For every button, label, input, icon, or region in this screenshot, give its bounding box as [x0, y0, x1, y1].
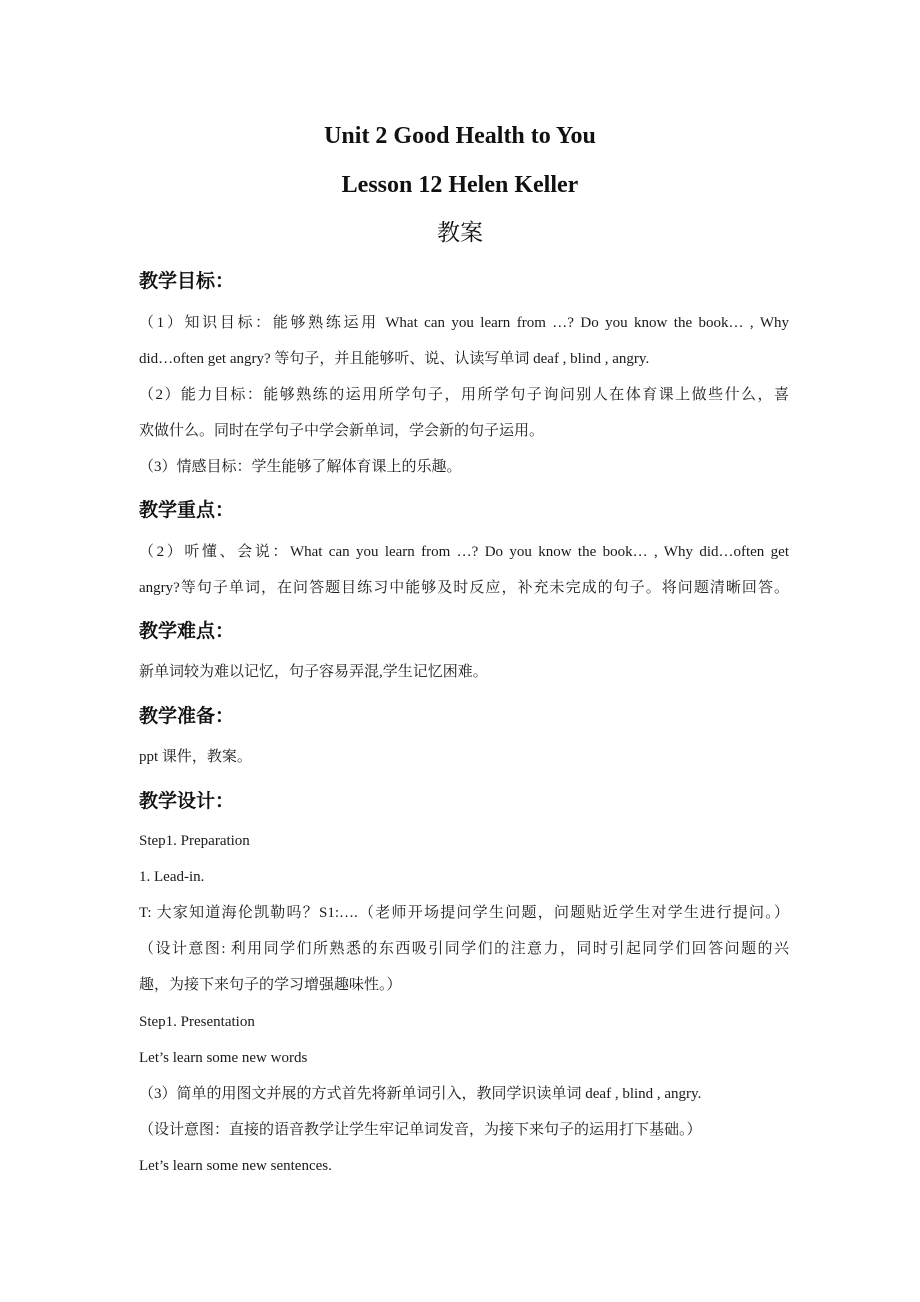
design-line: （3）简单的用图文并展的方式首先将新单词引入，教同学识读单词 deaf , blind , angry. [139, 1086, 702, 1102]
design-line: （设计意图：直接的语音教学让学生牢记单词发音，为接下来句子的运用打下基础。） [139, 1122, 702, 1138]
title-lesson: Lesson 12 Helen Keller [341, 172, 579, 198]
design-line: Let’s learn some new sentences. [139, 1158, 332, 1174]
design-line: 1. Lead-in. [139, 869, 205, 885]
objectives-line: （2）能力目标：能够熟练的运用所学句子，用所学句子询问别人在体育课上做些什么，喜 [139, 387, 789, 403]
difficulties-line: 新单词较为难以记忆，句子容易弄混,学生记忆困难。 [139, 664, 488, 680]
heading-key-points: 教学重点： [139, 499, 235, 521]
heading-design: 教学设计： [139, 790, 235, 812]
title-unit: Unit 2 Good Health to You [324, 123, 596, 149]
key-points-line: （2）听懂、会说：What can you learn from …? Do you know the book… , Why did…often get [139, 544, 789, 560]
heading-difficulties: 教学难点： [139, 620, 235, 642]
design-line: T: 大家知道海伦凯勒吗？S1:….（老师开场提问学生问题，问题贴近学生对学生进行提问。） [139, 905, 789, 921]
objectives-line: （1）知识目标：能够熟练运用 What can you learn from …? Do you know the book… , Why [139, 315, 789, 331]
objectives-line: （3）情感目标：学生能够了解体育课上的乐趣。 [139, 459, 462, 475]
design-line: Step1. Preparation [139, 833, 250, 849]
design-line: Let’s learn some new words [139, 1050, 308, 1066]
design-line: （设计意图: 利用同学们所熟悉的东西吸引同学们的注意力，同时引起同学们回答问题的兴 [139, 941, 789, 957]
objectives-line: did…often get angry? 等句子，并且能够听、说、认读写单词 deaf , blind , angry. [139, 351, 650, 367]
design-line: Step1. Presentation [139, 1014, 255, 1030]
heading-preparation: 教学准备： [139, 705, 235, 727]
preparation-line: ppt 课件，教案。 [139, 749, 252, 765]
design-line: 趣，为接下来句子的学习增强趣味性。） [139, 977, 402, 993]
objectives-line: 欢做什么。同时在学句子中学会新单词，学会新的句子运用。 [139, 423, 545, 439]
heading-objectives: 教学目标： [139, 270, 235, 292]
title-lesson-plan: 教案 [437, 220, 483, 246]
key-points-line: angry?等句子单词，在问答题目练习中能够及时反应，补充未完成的句子。将问题清晰回答。 [139, 580, 789, 596]
